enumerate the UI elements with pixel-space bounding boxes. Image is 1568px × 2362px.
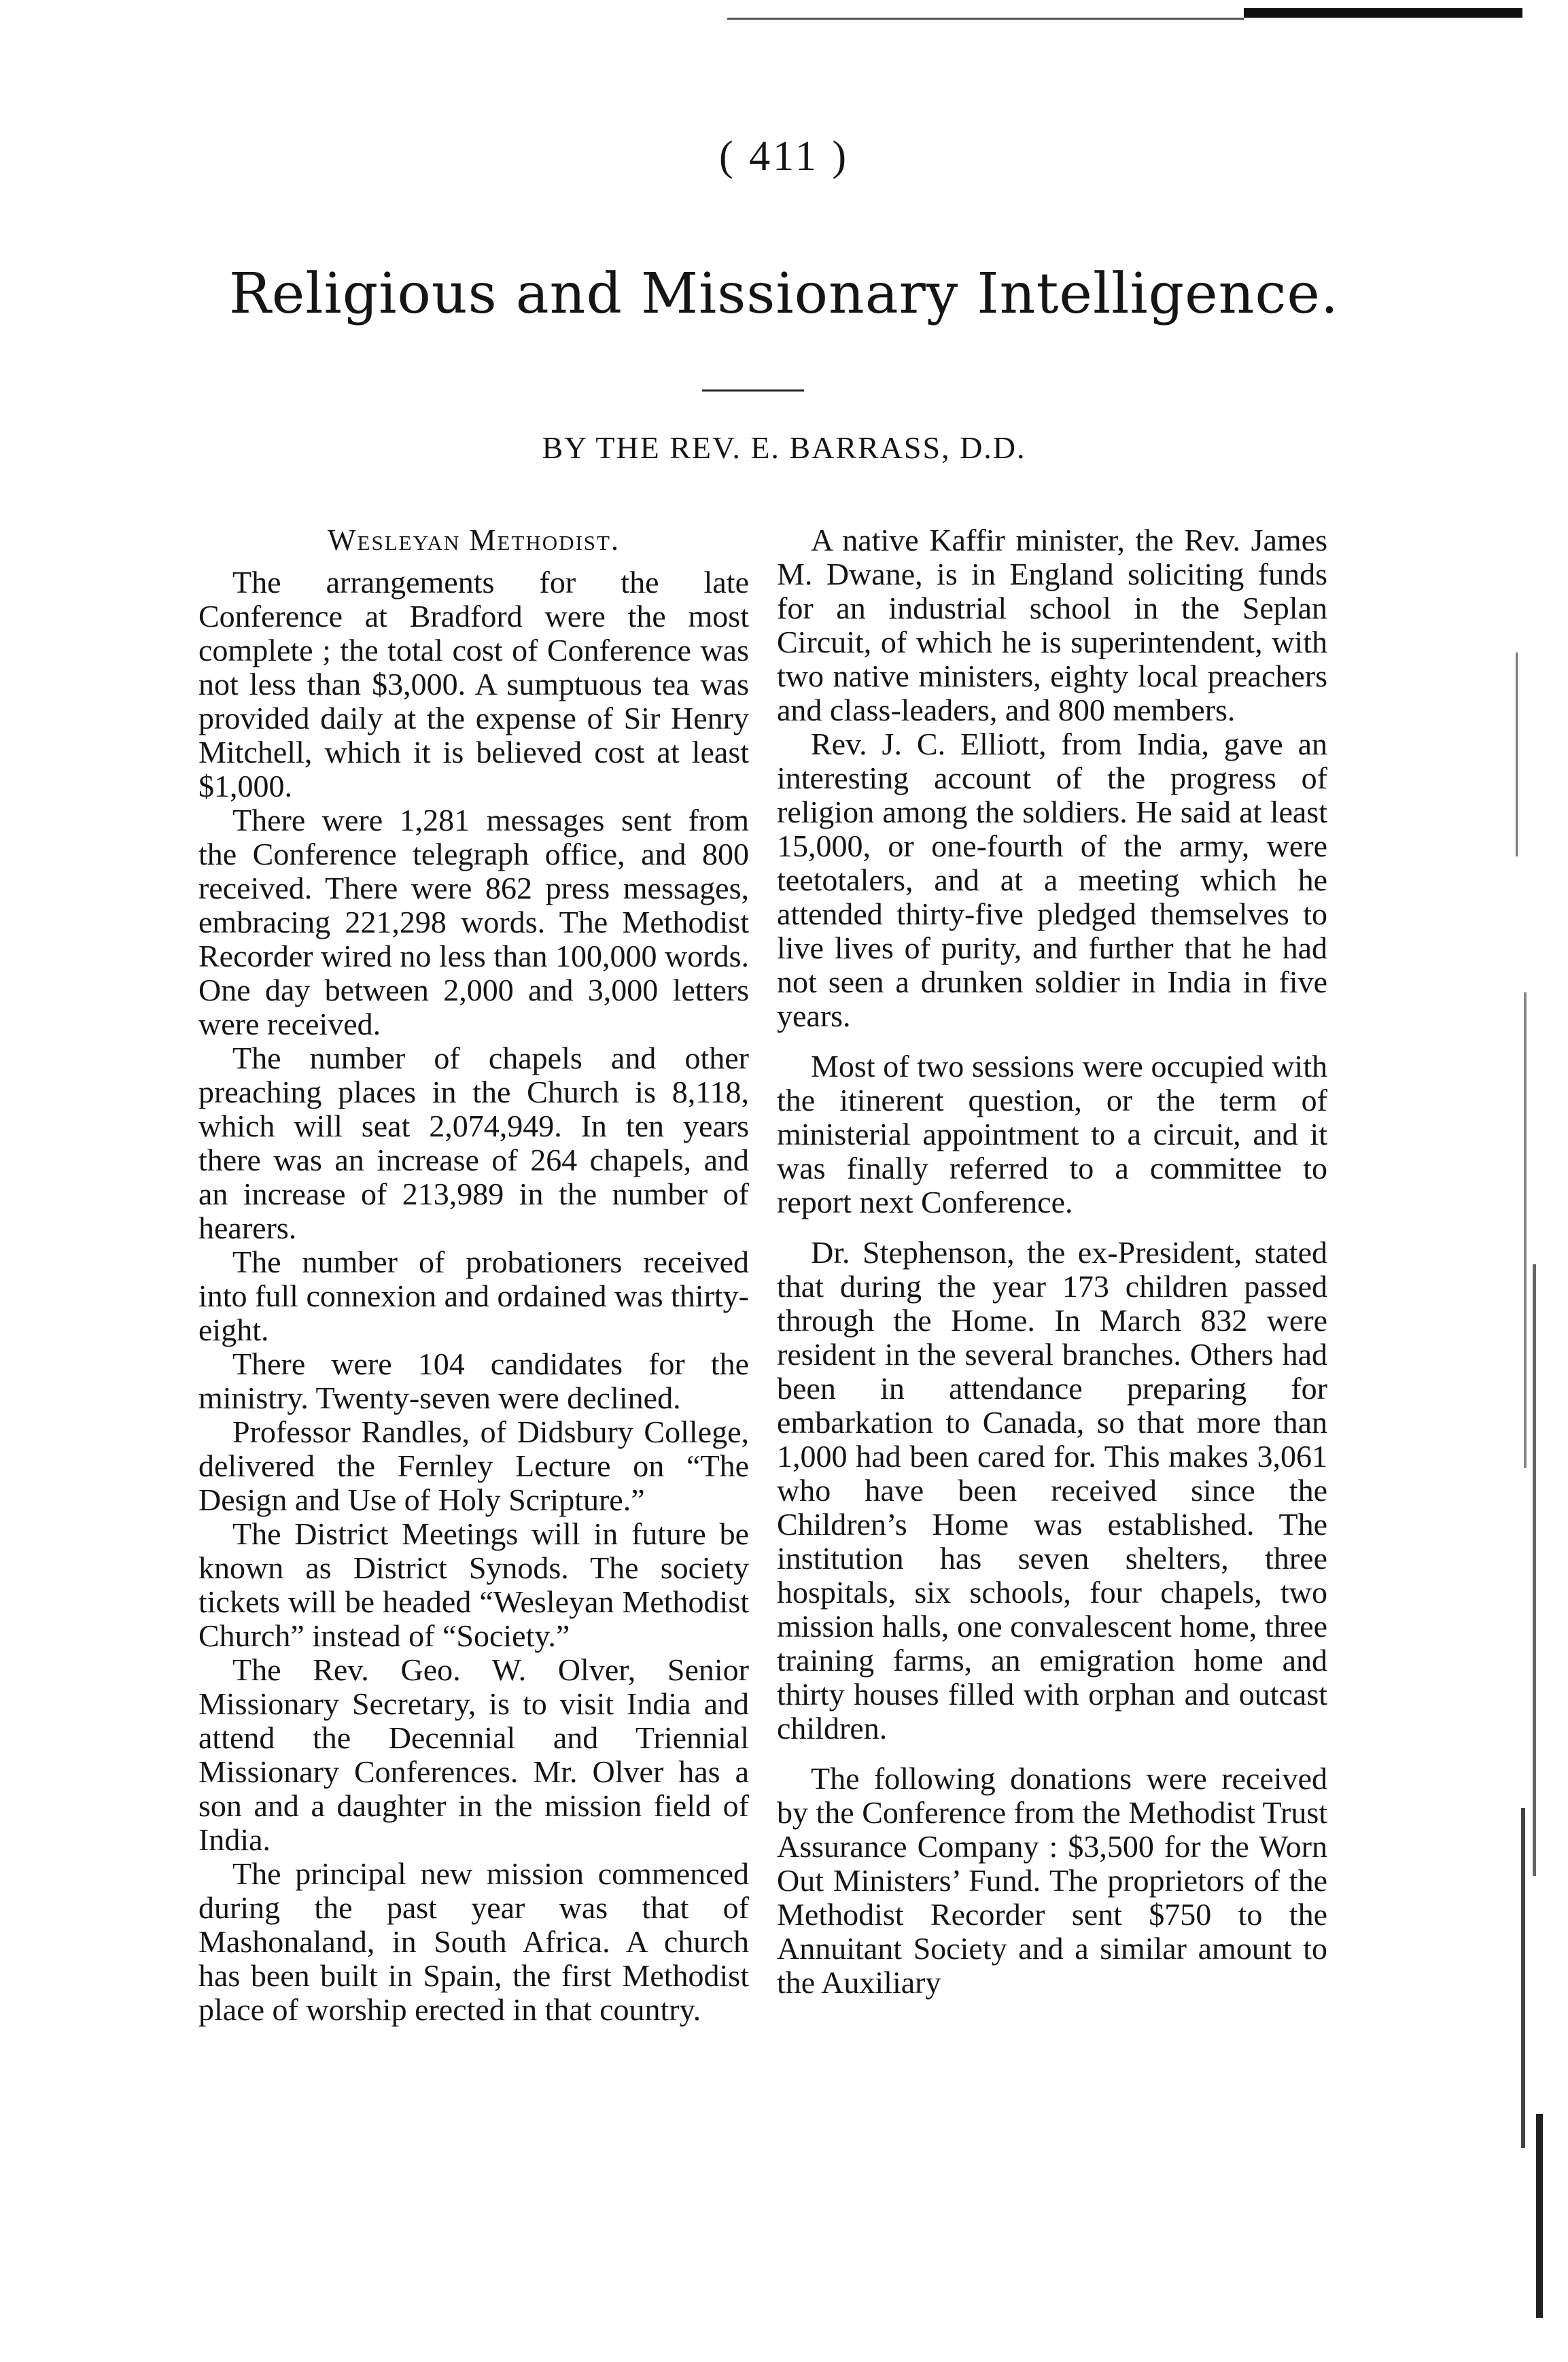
paragraph: There were 104 candidates for the ministry. Twenty-seven were declined. [198,1347,749,1415]
paragraph: The following donations were received by the Conference from the Methodist Trust Assurance Company : $3,500 for the Worn Out Ministers’ Fund. The proprietors of the Methodist Recorder sent $750 to the Annuitant Society and a similar amount to the Auxiliary [777,1761,1328,2000]
top-edge-rule [727,8,1522,15]
paragraph: Professor Randles, of Didsbury College, delivered the Fernley Lecture on “The Design and Use of Holy Scripture.” [198,1414,749,1517]
page-number: ( 411 ) [719,133,849,179]
paragraph: The District Meetings will in future be known as District Synods. The society tickets will be headed “Wesleyan Methodist Church” instead of “Society.” [198,1516,749,1653]
scan-edge-artifact [1509,653,1550,2331]
paragraph: The principal new mission commenced during the past year was that of Mashonaland, in South Africa. A church has been built in Spain, the first Methodist place of worship erected in that country. [198,1856,749,2027]
right-column [777,523,1327,2000]
paragraph: The number of chapels and other preaching places in the Church is 8,118, which will seat 2,074,949. In ten years there was an increase of 264 chapels, and an increase of 213,989 in the number of hearers. [198,1041,749,1245]
byline: BY THE REV. E. BARRASS, D.D. [542,430,1026,465]
title-divider [702,389,804,392]
paragraph: Dr. Stephenson, the ex-President, stated that during the year 173 children passed through the Home. In March 832 were resident in the several branches. Others had been in attendance preparing for embarkation to Canada, so that more than 1,000 had been cared for. This makes 3,061 who have been received since the Children’s Home was established. The institution has seven shelters, three hospitals, six schools, four chapels, two mission halls, one convalescent home, three training farms, an emigration home and thirty houses filled with orphan and outcast children. [777,1235,1327,1746]
left-column [198,523,749,2027]
paragraph: The arrangements for the late Conference at Bradford were the most complete ; the total cost of Conference was not less than $3,000. A sumptuous tea was provided daily at the expense of Sir Henry Mitchell, which it is believed cost at least $1,000. [198,565,749,803]
paragraph: Rev. J. C. Elliott, from India, gave an interesting account of the progress of religion among the soldiers. He said at least 15,000, or one-fourth of the army, were teetotalers, and at a meeting which he attended thirty-five pledged themselves to live lives of purity, and further that he had not seen a drunken soldier in India in five years. [777,727,1327,1033]
top-rule-thin [727,18,1244,20]
paragraph: A native Kaffir minister, the Rev. James M. Dwane, is in England soliciting funds for an industrial school in the Seplan Circuit, of which he is superintendent, with two native ministers, eighty local preachers and class-leaders, and 800 members. [777,523,1327,727]
paragraph: The Rev. Geo. W. Olver, Senior Missionary Secretary, is to visit India and attend the Decennial and Triennial Missionary Conferences. Mr. Olver has a son and a daughter in the mission field of India. [198,1652,749,1857]
top-rule-thick [1244,8,1522,18]
paragraph: Most of two sessions were occupied with the itinerent question, or the term of ministerial appointment to a circuit, and it was finally referred to a committee to report next Conference. [777,1049,1327,1219]
section-title: Religious and Missionary Intelligence. [229,262,1339,326]
paragraph: There were 1,281 messages sent from the Conference telegraph office, and 800 received. There were 862 press messages, embracing 221,298 words. The Methodist Recorder wired no less than 100,000 words. One day between 2,000 and 3,000 letters were received. [198,803,749,1041]
subheading-wesleyan-methodist: Wesleyan Methodist. [328,523,620,557]
paragraph: The number of probationers received into full connexion and ordained was thirty-eight. [198,1245,749,1347]
